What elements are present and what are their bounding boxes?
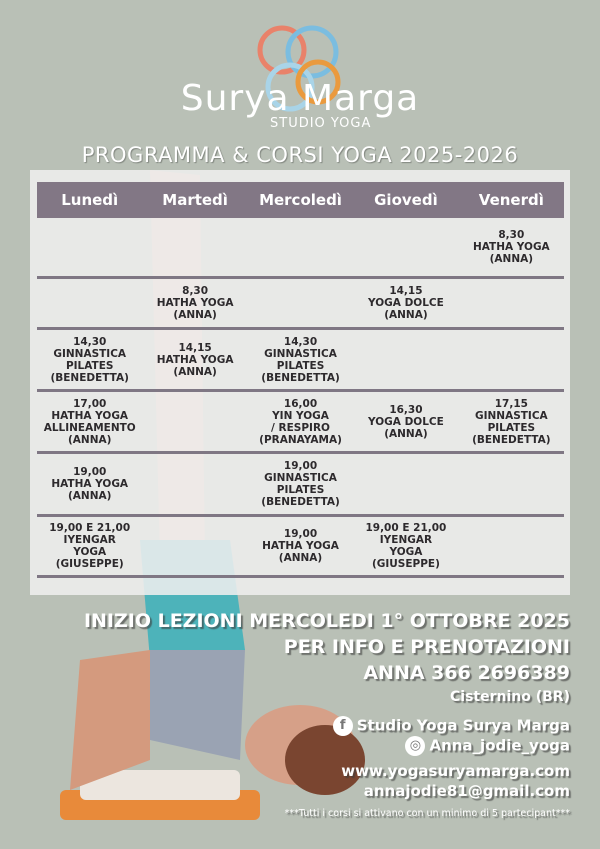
day-header: Martedì bbox=[162, 191, 228, 209]
class-line: (GIUSEPPE) bbox=[371, 558, 440, 570]
class-slot bbox=[353, 392, 458, 451]
class-line: HATHA YOGA bbox=[156, 297, 234, 309]
class-line: (BENEDETTA) bbox=[261, 371, 340, 384]
class-line: 14,30 bbox=[73, 335, 107, 348]
schedule-header bbox=[37, 182, 564, 218]
instagram-label: Anna_jodie_yoga bbox=[429, 736, 570, 755]
class-line: 14,15 bbox=[178, 341, 212, 354]
empty-slot bbox=[37, 279, 142, 327]
class-line: HATHA YOGA bbox=[51, 478, 129, 490]
table-row bbox=[37, 392, 564, 454]
class-slot bbox=[248, 392, 353, 451]
empty-slot bbox=[142, 218, 247, 276]
class-line: 14,30 bbox=[283, 335, 318, 348]
class-line: YOGA bbox=[73, 546, 107, 558]
class-line: PILATES bbox=[276, 484, 325, 496]
schedule-table bbox=[30, 170, 570, 595]
class-line: (ANNA) bbox=[384, 427, 428, 440]
class-line: (ANNA) bbox=[67, 433, 112, 446]
class-line: 17,00 bbox=[73, 397, 107, 410]
empty-slot bbox=[353, 218, 458, 276]
brand-subtitle: STUDIO YOGA bbox=[270, 116, 372, 131]
class-slot bbox=[459, 392, 564, 451]
class-line: HATHA YOGA bbox=[156, 353, 234, 366]
class-line: HATHA YOGA bbox=[51, 409, 129, 422]
class-line: PILATES bbox=[487, 421, 536, 434]
facebook-label: Studio Yoga Surya Marga bbox=[356, 716, 570, 735]
class-slot bbox=[37, 454, 142, 514]
phone: ANNA 366 2696389 bbox=[363, 662, 570, 684]
table-row bbox=[37, 454, 564, 517]
class-line: IYENGAR bbox=[63, 534, 116, 546]
class-line: (ANNA) bbox=[384, 309, 428, 321]
class-line: GINNASTICA bbox=[264, 347, 337, 360]
class-slot bbox=[37, 330, 142, 389]
class-line: 16,00 bbox=[283, 397, 318, 410]
brand-name: Surya Marga bbox=[180, 78, 420, 119]
class-slot bbox=[248, 517, 353, 575]
class-line: 17,15 bbox=[494, 397, 528, 410]
class-line: PILATES bbox=[65, 359, 114, 372]
class-slot bbox=[353, 279, 458, 327]
day-header: Venerdì bbox=[478, 191, 544, 209]
participants-note: ***Tutti i corsi si attivano con un minimo di 5 partecipant*** bbox=[284, 808, 570, 819]
empty-slot bbox=[142, 454, 247, 514]
table-row bbox=[37, 218, 564, 279]
location: Cisternino (BR) bbox=[450, 689, 570, 705]
class-slot bbox=[37, 517, 142, 575]
class-line: 19,00 bbox=[73, 466, 107, 478]
day-header: Lunedì bbox=[61, 191, 119, 209]
class-slot bbox=[459, 218, 564, 276]
class-line: (BENEDETTA) bbox=[472, 433, 551, 446]
table-row bbox=[37, 330, 564, 392]
class-slot bbox=[142, 279, 247, 327]
class-slot bbox=[37, 392, 142, 451]
class-line: 19,00 bbox=[283, 460, 318, 472]
class-line: 14,15 bbox=[389, 285, 423, 297]
facebook-link[interactable] bbox=[333, 716, 570, 736]
email-link[interactable]: annajodie81@gmail.com bbox=[363, 782, 570, 800]
class-line: (BENEDETTA) bbox=[261, 496, 340, 508]
instagram-icon: ◎ bbox=[405, 736, 425, 756]
class-line: HATHA YOGA bbox=[472, 241, 550, 253]
class-line: ALLINEAMENTO bbox=[43, 421, 136, 434]
empty-slot bbox=[459, 517, 564, 575]
class-line: (ANNA) bbox=[278, 552, 323, 564]
class-slot bbox=[248, 330, 353, 389]
class-line: PILATES bbox=[276, 359, 325, 372]
booking-label: PER INFO E PRENOTAZIONI bbox=[283, 636, 570, 658]
class-line: 16,30 bbox=[389, 403, 423, 416]
class-line: GINNASTICA bbox=[53, 347, 127, 360]
class-line: 19,00 E 21,00 bbox=[49, 522, 131, 534]
empty-slot bbox=[142, 517, 247, 575]
empty-slot bbox=[142, 392, 247, 451]
class-line: YOGA DOLCE bbox=[368, 297, 444, 309]
instagram-link[interactable] bbox=[405, 736, 570, 756]
empty-slot bbox=[248, 279, 353, 327]
class-line: (ANNA) bbox=[173, 365, 217, 378]
class-slot bbox=[142, 330, 247, 389]
class-line: YOGA DOLCE bbox=[368, 415, 444, 428]
empty-slot bbox=[37, 218, 142, 276]
class-line: (ANNA) bbox=[173, 309, 217, 321]
class-line: IYENGAR bbox=[379, 534, 433, 546]
class-line: HATHA YOGA bbox=[262, 540, 339, 552]
class-line: YIN YOGA bbox=[272, 409, 329, 422]
class-line: 19,00 bbox=[283, 528, 318, 540]
empty-slot bbox=[459, 330, 564, 389]
website-link[interactable]: www.yogasuryamarga.com bbox=[341, 762, 570, 780]
start-date: INIZIO LEZIONI MERCOLEDI 1° OTTOBRE 2025 bbox=[83, 610, 570, 632]
empty-slot bbox=[459, 454, 564, 514]
class-slot bbox=[353, 517, 458, 575]
class-line: 8,30 bbox=[498, 229, 525, 241]
page-title: PROGRAMMA & CORSI YOGA 2025-2026 bbox=[81, 143, 519, 167]
empty-slot bbox=[248, 218, 353, 276]
table-row bbox=[37, 279, 564, 330]
class-line: (ANNA) bbox=[67, 490, 112, 502]
class-line: YOGA bbox=[389, 546, 423, 558]
class-line: 8,30 bbox=[182, 285, 209, 297]
table-row bbox=[37, 517, 564, 578]
day-header: Mercoledì bbox=[259, 191, 342, 209]
empty-slot bbox=[353, 454, 458, 514]
class-line: (BENEDETTA) bbox=[50, 371, 129, 384]
day-header: Giovedì bbox=[374, 191, 438, 209]
class-line: GINNASTICA bbox=[474, 409, 548, 422]
class-line: (PRANAYAMA) bbox=[259, 433, 342, 446]
class-line: 19,00 E 21,00 bbox=[365, 522, 447, 534]
empty-slot bbox=[353, 330, 458, 389]
class-slot bbox=[248, 454, 353, 514]
class-line: (ANNA) bbox=[489, 253, 534, 265]
facebook-icon: f bbox=[333, 716, 353, 736]
class-line: / RESPIRO bbox=[271, 421, 330, 434]
class-line: (GIUSEPPE) bbox=[55, 558, 124, 570]
empty-slot bbox=[459, 279, 564, 327]
class-line: GINNASTICA bbox=[264, 472, 337, 484]
